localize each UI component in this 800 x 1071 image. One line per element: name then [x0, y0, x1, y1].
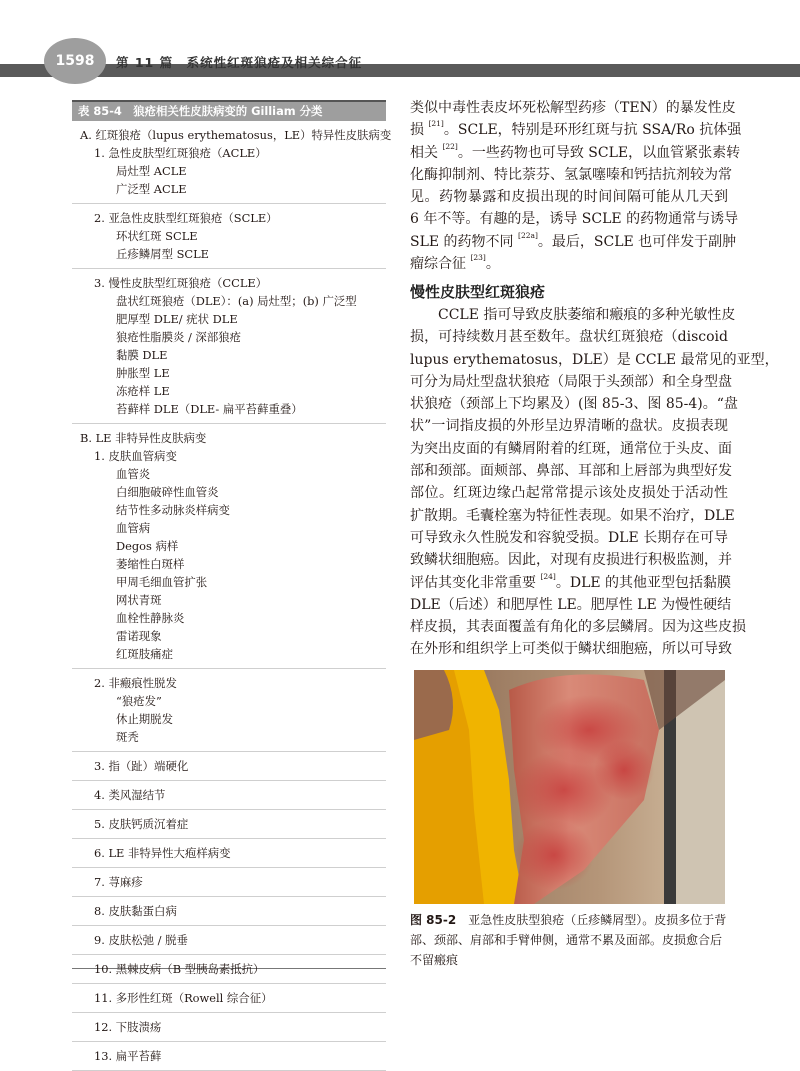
table-line: 白细胞破碎性血管炎 [116, 485, 219, 499]
table-line: 结节性多动脉炎样病变 [116, 503, 230, 517]
text-line: 致鳞状细胞癌。因此，对现有皮损进行积极监测，并 [410, 552, 732, 569]
text-line: 可导致永久性脱发和容貌受损。DLE 长期存在可导 [410, 529, 728, 546]
table-line: 1. 皮肤血管病变 [94, 449, 177, 463]
table-group [72, 868, 386, 897]
text-line: 状”一词指皮损的外形呈边界清晰的盘状。皮损表现 [410, 418, 728, 435]
text-line: 在外形和组织学上可类似于鳞状细胞癌，所以可导致 [410, 641, 732, 658]
table-line: 肿胀型 LE [116, 366, 170, 380]
chapter-title: 第 11 篇 系统性红斑狼疮及相关综合征 [116, 55, 363, 70]
text-line: 见。药物暴露和皮损出现的时间间隔可能从几天到 [410, 189, 728, 206]
text-line: 瘤综合征 [23]。 [410, 253, 500, 273]
text-line: 相关 [22]。一些药物也可导致 SCLE，以血管紧张素转 [410, 141, 741, 161]
table-title: 表 85-4 狼疮相关性皮肤病变的 Gilliam 分类 [72, 102, 386, 121]
table-line: 肥厚型 DLE/ 疣状 DLE [116, 312, 238, 326]
table-group [72, 1042, 386, 1071]
text-line: SLE 的药物不同 [22a]。最后，SCLE 也可伴发于副肿 [410, 230, 737, 250]
table-line: A. 红斑狼疮（lupus erythematosus，LE）特异性皮肤病变 [80, 128, 392, 142]
table-line: 局灶型 ACLE [116, 164, 187, 178]
table-line: 13. 扁平苔藓 [94, 1049, 162, 1063]
table-line: 12. 下肢溃疡 [94, 1020, 162, 1034]
table-line: 广泛型 ACLE [116, 182, 187, 196]
page-header [0, 0, 800, 85]
table-group [72, 121, 392, 204]
table-line: 红斑肢痛症 [116, 647, 173, 661]
table-line: 狼疮性脂膜炎 / 深部狼疮 [116, 330, 241, 344]
table-line: 血栓性静脉炎 [116, 611, 185, 625]
text-line: 样皮损，其表面覆盖有角化的多层鳞屑。因为这些皮损 [410, 619, 746, 636]
table-line: B. LE 非特异性皮肤病变 [80, 431, 207, 445]
text-line: 损 [21]。SCLE，特别是环形红斑与抗 SSA/Ro 抗体强 [410, 119, 742, 139]
table-line: 4. 类风湿结节 [94, 788, 166, 802]
figure-caption-text: 亚急性皮肤型狼疮（丘疹鳞屑型）。皮损多位于背部、颈部、肩部和手臂伸侧，通常不累及面部。皮损愈合后不留瘢痕 [410, 913, 727, 967]
text-line: 6 年不等。有趣的是，诱导 SCLE 的药物通常与诱导 [410, 211, 739, 228]
table-line: Degos 病样 [116, 539, 179, 553]
table-group [72, 204, 386, 269]
table-line: 血管炎 [116, 467, 151, 481]
table-line: 网状青斑 [116, 593, 162, 607]
table-line: 盘状红斑狼疮（DLE）：(a) 局灶型；(b) 广泛型 [116, 294, 357, 308]
section-title: 慢性皮肤型红斑狼疮 [410, 283, 546, 301]
table-line: 斑秃 [116, 730, 139, 744]
table-line: 3. 慢性皮肤型红斑狼疮（CCLE） [94, 276, 268, 290]
figure-label: 图 85-2 [410, 913, 457, 927]
text-line: lupus erythematosus，DLE）是 CCLE 最常见的亚型， [410, 351, 779, 368]
table-line: 7. 荨麻疹 [94, 875, 143, 889]
table-group [72, 955, 386, 984]
table-line: “狼疮发” [116, 694, 162, 708]
text-line: 扩散期。毛囊栓塞为特征性表现。如果不治疗，DLE [410, 507, 735, 524]
table-line: 9. 皮肤松弛 / 脱垂 [94, 933, 188, 947]
text-line: 可分为局灶型盘状狼疮（局限于头颈部）和全身型盘 [410, 373, 732, 390]
table-group [72, 926, 386, 955]
table-group [72, 897, 386, 926]
table-line: 11. 多形性红斑（Rowell 综合征） [94, 991, 273, 1005]
figure-photo [414, 670, 725, 904]
table-line: 雷诺现象 [116, 629, 162, 643]
table-group [72, 269, 386, 424]
table-line: 甲周毛细血管扩张 [116, 575, 208, 589]
text-line: 类似中毒性表皮坏死松解型药疹（TEN）的暴发性皮 [410, 100, 736, 116]
table-line: 1. 急性皮肤型红斑狼疮（ACLE） [94, 146, 267, 160]
text-line: 评估其变化非常重要 [24]。DLE 的其他亚型包括黏膜 [410, 571, 732, 591]
text-line: 损，可持续数月甚至数年。盘状红斑狼疮（discoid [410, 329, 728, 346]
table-line: 5. 皮肤钙质沉着症 [94, 817, 189, 831]
classification-table [72, 100, 392, 1063]
arm-rash-photo [414, 670, 725, 904]
text-line: 状狼疮（颈部上下均累及）(图 85-3、图 85-4)。“盘 [410, 396, 738, 413]
table-group [72, 839, 386, 868]
table-line: 苔藓样 DLE（DLE- 扁平苔藓重叠） [116, 402, 303, 416]
text-line: DLE（后述）和肥厚性 LE。肥厚性 LE 为慢性硬结 [410, 596, 732, 613]
table-line: 3. 指（趾）端硬化 [94, 759, 189, 773]
table-line: 丘疹鳞屑型 SCLE [116, 247, 209, 261]
text-line: 部和颈部。面颊部、鼻部、耳部和上唇部为典型好发 [410, 463, 732, 480]
table-body [72, 121, 392, 1071]
body-text-section [410, 304, 779, 661]
table-line: 2. 非瘢痕性脱发 [94, 676, 177, 690]
text-line: CCLE 指可导致皮肤萎缩和瘢痕的多种光敏性皮 [410, 307, 736, 323]
table-line: 萎缩性白斑样 [116, 557, 185, 571]
figure-caption [410, 910, 728, 970]
table-group [72, 1013, 386, 1042]
table-line: 冻疮样 LE [116, 384, 170, 398]
table-line: 环状红斑 SCLE [116, 229, 198, 243]
table-group [72, 781, 386, 810]
table-line: 休止期脱发 [116, 712, 173, 726]
table-group [72, 810, 386, 839]
table-line: 血管病 [116, 521, 151, 535]
table-group [72, 984, 386, 1013]
body-text-top [410, 97, 742, 275]
table-line: 10. 黑棘皮病（B 型胰岛素抵抗） [94, 962, 265, 976]
text-line: 部位。红斑边缘凸起常常提示该处皮损处于活动性 [410, 485, 728, 502]
text-line: 为突出皮面的有鳞屑附着的红斑，通常位于头皮、面 [410, 440, 732, 457]
table-line: 8. 皮肤黏蛋白病 [94, 904, 177, 918]
table-line: 黏膜 DLE [116, 348, 168, 362]
table-group [72, 752, 386, 781]
table-line: 6. LE 非特异性大疱样病变 [94, 846, 231, 860]
table-group [72, 669, 386, 752]
text-line: 化酶抑制剂、特比萘芬、氢氯噻嗪和钙拮抗剂较为常 [410, 166, 732, 183]
table-group [72, 424, 386, 669]
page-number: 1598 [44, 38, 106, 84]
table-line: 2. 亚急性皮肤型红斑狼疮（SCLE） [94, 211, 278, 225]
